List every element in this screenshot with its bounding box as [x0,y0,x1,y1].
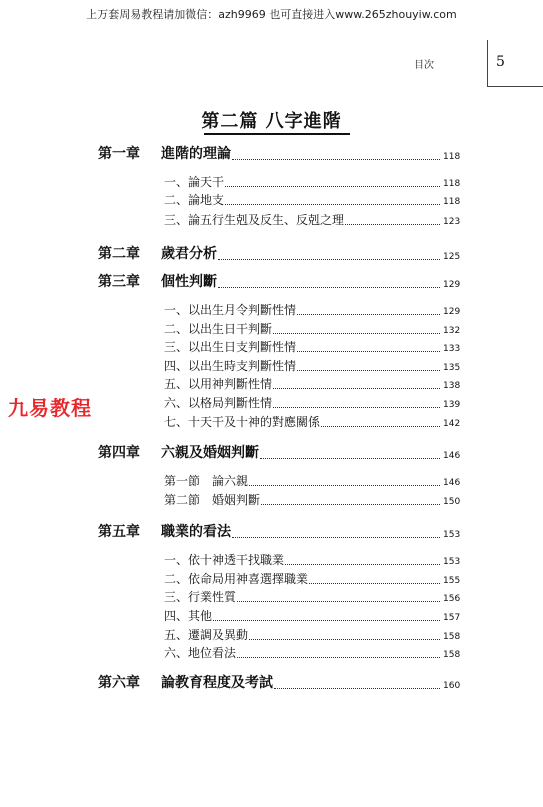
chapter-number: 第三章 [98,274,140,290]
section-title: 一、以出生月令判斷性情 [164,303,297,317]
toc-section-row[interactable] [164,627,463,643]
watermark-stamp: 九易教程 [8,396,92,420]
toc-section-row[interactable] [164,212,463,228]
chapter-number: 第一章 [98,146,140,162]
dot-leader [297,369,440,371]
chapter-number: 第四章 [98,445,140,461]
dot-leader [249,638,440,640]
section-title: 第二節 婚姻判斷 [164,493,261,507]
chapter-title: 個性判斷 [161,274,217,290]
dot-leader [218,286,440,288]
chapter-title: 論教育程度及考試 [161,675,273,691]
section-page: 118 [443,197,461,207]
toc-section-row[interactable] [164,414,463,430]
chapter-title: 職業的看法 [161,524,231,540]
section-page: 156 [443,594,461,604]
chapter-page: 160 [443,681,461,691]
dot-leader [297,313,440,315]
toc-chapter-row[interactable] [0,442,463,462]
section-title: 四、以出生時支判斷性情 [164,359,297,373]
section-page: 139 [443,400,461,410]
toc-section-row[interactable] [164,608,463,624]
toc-section-row[interactable] [164,376,463,392]
section-title: 五、遷調及異動 [164,628,249,642]
dot-leader [260,457,440,459]
running-header-label: 目次 [414,60,434,71]
dot-leader [225,203,440,205]
toc-chapter-row[interactable] [0,271,463,291]
dot-leader [273,387,440,389]
section-page: 138 [443,381,461,391]
section-page: 146 [443,478,461,488]
section-title: 第一節 論六親 [164,474,249,488]
section-page: 118 [443,179,461,189]
section-page: 157 [443,613,461,623]
section-title: 七、十天干及十神的對應關係 [164,415,321,429]
dot-leader [218,258,440,260]
toc-section-row[interactable] [164,302,463,318]
section-title: 四、其他 [164,609,213,623]
section-title: 二、以出生日干判斷 [164,322,273,336]
section-page: 129 [443,307,461,317]
section-page: 158 [443,650,461,660]
dot-leader [261,503,440,505]
dot-leader [274,687,440,689]
toc-section-row[interactable] [164,571,463,587]
top-banner: 上万套周易教程请加微信：azh9969 也可直接进入www.265zhouyiw.com [86,8,457,21]
header-divider-horizontal [487,86,543,87]
section-title: 二、依命局用神喜選擇職業 [164,572,309,586]
toc-section-row[interactable] [164,339,463,355]
section-page: 155 [443,576,461,586]
section-title: 三、論五行生剋及反生、反剋之理 [164,213,345,227]
toc-chapter-row[interactable] [0,521,463,541]
section-page: 135 [443,363,461,373]
section-title: 五、以用神判斷性情 [164,377,273,391]
chapter-page: 153 [443,530,461,540]
section-page: 150 [443,497,461,507]
section-title: 二、論地支 [164,193,225,207]
dot-leader [345,223,440,225]
chapter-page: 129 [443,280,461,290]
section-page: 133 [443,344,461,354]
toc-chapter-row[interactable] [0,672,463,692]
toc-section-row[interactable] [164,358,463,374]
chapter-page: 125 [443,252,461,262]
part-title-underline [204,133,350,135]
toc-section-row[interactable] [164,321,463,337]
toc-section-row[interactable] [164,492,463,508]
chapter-page: 118 [443,152,461,162]
toc-section-row[interactable] [164,645,463,661]
part-title: 第二篇 八字進階 [201,111,342,132]
dot-leader [309,582,440,584]
toc-chapter-row[interactable] [0,143,463,163]
chapter-title: 歲君分析 [161,246,217,262]
chapter-number: 第六章 [98,675,140,691]
section-title: 三、行業性質 [164,590,237,604]
page-number: 5 [496,54,505,70]
section-title: 一、依十神透干找職業 [164,553,285,567]
toc-section-row[interactable] [164,552,463,568]
section-page: 123 [443,217,461,227]
dot-leader [321,425,440,427]
dot-leader [249,484,440,486]
toc-chapter-row[interactable] [0,243,463,263]
chapter-title: 進階的理論 [161,146,231,162]
dot-leader [297,350,440,352]
dot-leader [237,600,440,602]
toc-section-row[interactable] [164,395,463,411]
dot-leader [225,185,440,187]
header-divider-vertical [487,40,488,86]
section-page: 142 [443,419,461,429]
section-title: 六、地位看法 [164,646,237,660]
dot-leader [232,158,440,160]
toc-section-row[interactable] [164,589,463,605]
chapter-number: 第二章 [98,246,140,262]
section-page: 132 [443,326,461,336]
dot-leader [213,619,440,621]
chapter-page: 146 [443,451,461,461]
chapter-number: 第五章 [98,524,140,540]
toc-section-row[interactable] [164,174,463,190]
dot-leader [273,332,440,334]
toc-section-row[interactable] [164,192,463,208]
section-title: 一、論天干 [164,175,225,189]
dot-leader [273,406,440,408]
section-title: 三、以出生日支判斷性情 [164,340,297,354]
dot-leader [232,536,440,538]
section-page: 158 [443,632,461,642]
chapter-title: 六親及婚姻判斷 [161,445,259,461]
dot-leader [237,656,440,658]
dot-leader [285,563,440,565]
section-page: 153 [443,557,461,567]
toc-section-row[interactable] [164,473,463,489]
section-title: 六、以格局判斷性情 [164,396,273,410]
